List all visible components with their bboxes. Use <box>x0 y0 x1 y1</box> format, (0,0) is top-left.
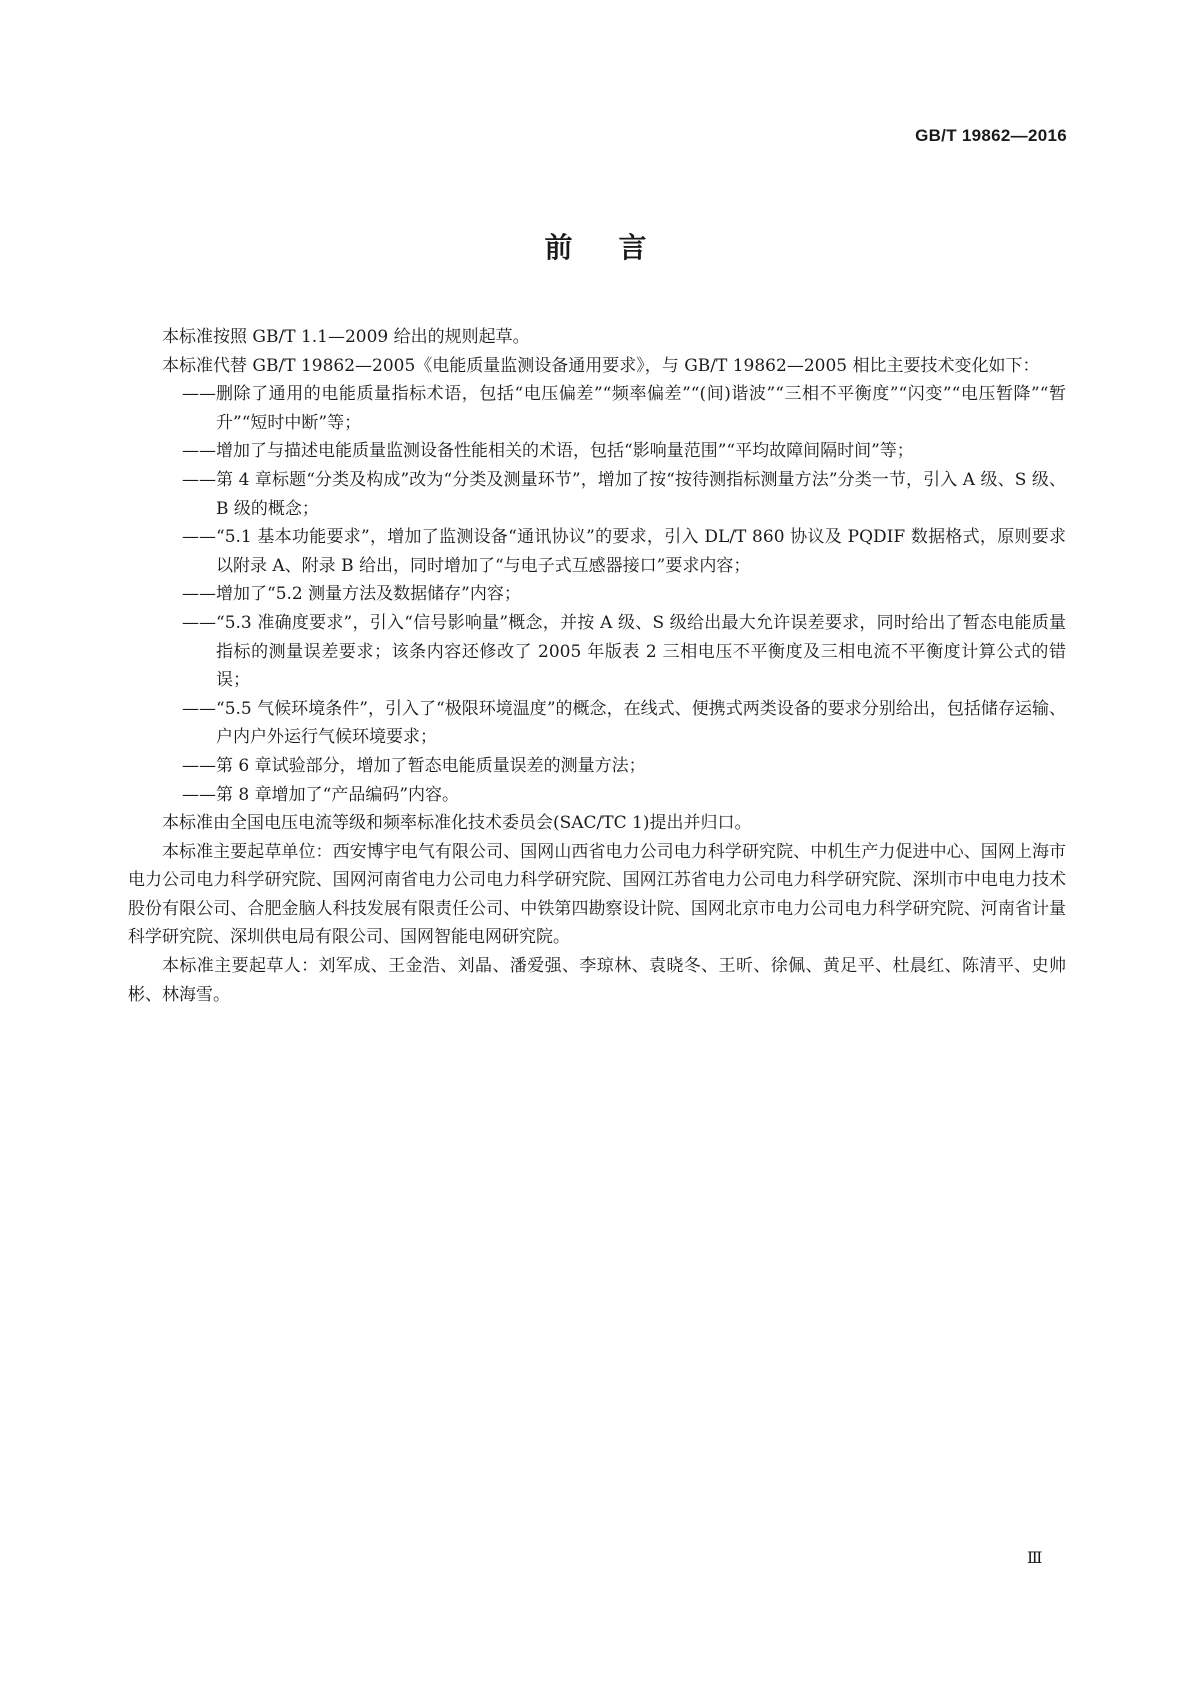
list-dash: —— <box>182 469 216 490</box>
list-item <box>128 380 1066 437</box>
list-item-text: “5.1 基本功能要求”，增加了监测设备“通讯协议”的要求，引入 DL/T 860 协议及 PQDIF 数据格式，原则要求以附录 A、附录 B 给出，同时增加了“与电子式互感器接口”要求内容； <box>216 527 1066 576</box>
paragraph-drafting-rules: 本标准按照 GB/T 1.1—2009 给出的规则起草。 <box>162 327 530 347</box>
list-item-text: 删除了通用的电能质量指标术语，包括“电压偏差”“频率偏差”“(间)谐波”“三相不平衡度”“闪变”“电压暂降”“暂升”“短时中断”等； <box>216 384 1066 433</box>
list-item <box>128 437 1066 466</box>
list-dash: —— <box>182 784 216 805</box>
list-item-text: “5.3 准确度要求”，引入“信号影响量”概念，并按 A 级、S 级给出最大允许误差要求，同时给出了暂态电能质量指标的测量误差要求；该条内容还修改了 2005 年版表 2 三相电压不平衡度及三相电流不平衡度计算公式的错误； <box>216 612 1066 691</box>
list-item <box>128 580 1066 609</box>
list-item-text: 第 6 章试验部分，增加了暂态电能质量误差的测量方法； <box>216 755 646 776</box>
list-item <box>128 752 1066 781</box>
paragraph-committee: 本标准由全国电压电流等级和频率标准化技术委员会(SAC/TC 1)提出并归口。 <box>162 813 752 834</box>
list-item-text: “5.5 气候环境条件”，引入了“极限环境温度”的概念，在线式、便携式两类设备的要求分别给出，包括储存运输、户内户外运行气候环境要求； <box>216 698 1066 748</box>
list-dash: —— <box>182 612 216 633</box>
list-item <box>128 609 1066 695</box>
list-item-text: 增加了与描述电能质量监测设备性能相关的术语，包括“影响量范围”“平均故障间隔时间”等； <box>216 441 914 462</box>
list-item <box>128 695 1066 752</box>
document-code: GB/T 19862—2016 <box>915 126 1067 145</box>
page-title: 前言 <box>544 231 693 264</box>
list-item-text: 增加了“5.2 测量方法及数据储存”内容； <box>216 584 521 605</box>
list-item <box>128 781 1066 810</box>
list-dash: —— <box>182 755 216 776</box>
paragraph-replacement: 本标准代替 GB/T 19862—2005《电能质量监测设备通用要求》，与 GB/T 19862—2005 相比主要技术变化如下： <box>162 355 1040 376</box>
paragraph-drafters: 本标准主要起草人：刘军成、王金浩、刘晶、潘爱强、李琼林、袁晓冬、王昕、徐佩、黄足平、杜晨红、陈清平、史帅彬、林海雪。 <box>128 956 1066 1005</box>
document-body <box>128 323 1066 1009</box>
list-dash: —— <box>182 441 216 462</box>
list-item <box>128 466 1066 523</box>
list-item-text: 第 8 章增加了“产品编码”内容。 <box>216 784 460 805</box>
page-number: Ⅲ <box>1027 1550 1043 1567</box>
list-dash: —— <box>182 384 216 405</box>
list-dash: —— <box>182 698 216 719</box>
list-dash: —— <box>182 527 216 548</box>
list-item <box>128 523 1066 580</box>
list-item-text: 第 4 章标题“分类及构成”改为“分类及测量环节”，增加了按“按待测指标测量方法”分类一节，引入 A 级、S 级、B 级的概念； <box>216 469 1066 519</box>
list-dash: —— <box>182 584 216 605</box>
paragraph-drafting-units: 本标准主要起草单位：西安博宇电气有限公司、国网山西省电力公司电力科学研究院、中机生产力促进中心、国网上海市电力公司电力科学研究院、国网河南省电力公司电力科学研究院、国网江苏省电力公司电力科学研究院、深圳市中电电力技术股份有限公司、合肥金脑人科技发展有限责任公司、中铁第四勘察设计院、国网北京市电力公司电力科学研究院、河南省计量科学研究院、深圳供电局有限公司、国网智能电网研究院。 <box>128 841 1066 948</box>
